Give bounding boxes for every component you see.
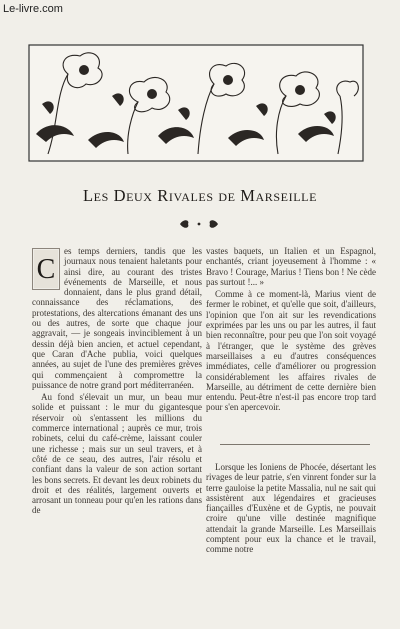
- paragraph-text: Lorsque les Ioniens de Phocée, désertant les rivages de leur patrie, s'en vinrent fonder sur la terre gauloise la petite Massalia, nul ne sait qui assistèrent aux légendaires et gracieuses fiançailles d'Euxène et de Gyptis, ne pouvait croire qu'une ville destinée magnifique attendait la grande Marseille. Les Marseillais comptent pour eux la chance et le travail, comme notre: [206, 462, 376, 555]
- right-text-column-lower: [206, 462, 376, 557]
- dropcap-initial: [32, 248, 60, 290]
- fleuron-ornament: [176, 218, 222, 230]
- poppy-header-illustration: [28, 44, 364, 162]
- source-watermark: Le-livre.com: [3, 3, 63, 15]
- paragraph-text: Au fond s'élevait un mur, un beau mur solide et puissant : le mur du gigantesque réservoir où s'entassent les millions du commerce international ; auprès ce mur, trois robinets, celui du café-crème, laissant couler une richesse ; mais sur un seul travers, et à côté de ce seau, des autres, l'air résolu et confiant dans la valeur de son action sortant les bons secrets. Et devant les deux robinets du droit et des réalités, largement ouverts et arrosant un tonneau pour qu'en les rations dans de: [32, 392, 202, 516]
- right-text-column: [206, 246, 376, 415]
- dropcap-letter: C: [36, 254, 56, 285]
- paragraph-text: vastes baquets, un Italien et un Espagnol, enchantés, criant joyeusement à l'homme : « Bravo ! Courage, Marius ! Tiens bon ! Ne cède pas surtout !... »: [206, 246, 376, 287]
- article-title: Les Deux Rivales de Marseille: [82, 186, 317, 205]
- paragraph-text: es temps derniers, tandis que les journaux nous tenaient haletants pour ainsi dire, au courant des tristes événements de Marseille, et nous donnaient, dans le plus grand détail, connaissance des réclamations, des protestations, des altercations émanant des uns ou des autres, de sorte que chaque jour aggravait, — je songeais invinciblement à un dessin déjà bien ancien, et actuel cependant, que Caran d'Ache publia, voici quelques années, au sujet de l'une des premières grèves qui commençaient à compromettre la puissance de notre grand port méditerranéen.: [32, 246, 202, 390]
- left-text-column: [32, 246, 202, 518]
- opening-paragraph: [32, 246, 202, 390]
- section-separator: [220, 444, 370, 445]
- paragraph-text: Comme à ce moment-là, Marius vient de fermer le robinet, et qu'elle que soit, d'ailleurs, l'opinion que l'on ait sur les revendications exprimées par les uns ou par les autres, il faut bien reconnaître, pour peu que l'on soit voyagé à l'étranger, que le système des grèves marseillaises a eu d'autres conséquences immédiates, celle d'améliorer ou progression considérablement les affaires rivales de Marseille, au détriment de cette dernière bien entendu. Peut-être n'est-il pas encore trop tard pour s'en apercevoir.: [206, 289, 376, 413]
